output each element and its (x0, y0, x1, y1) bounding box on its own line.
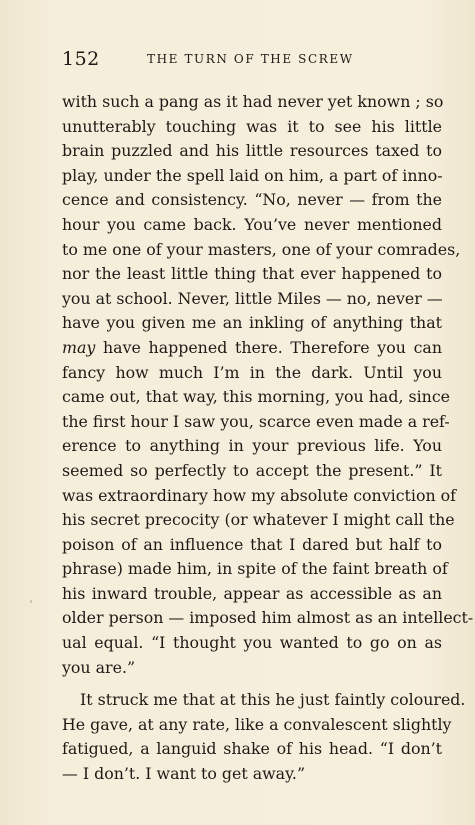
text-line: older person — imposed him almost as an intellect- (62, 608, 474, 628)
paragraph-1 (62, 90, 474, 680)
text-line: brain puzzled and his little resources taxed to (62, 141, 442, 161)
paper-spot (30, 600, 32, 603)
text-line: cence and consistency. “No, never — from the (62, 190, 442, 210)
text-line: He gave, at any rate, like a convalescent slightly (62, 714, 452, 734)
text-line: have you given me an inkling of anything that (62, 313, 442, 333)
text-line: with such a pang as it had never yet known ; so (62, 92, 444, 111)
text-line: seemed so perfectly to accept the present.” It (62, 460, 442, 480)
text-line: ual equal. “I thought you wanted to go on as (62, 633, 442, 653)
text-line: erence to anything in your previous life. You (62, 436, 442, 456)
text-line: to me one of your masters, one of your comrades, (62, 239, 461, 259)
text-line-with-italic (62, 336, 442, 361)
text-line: unutterably touching was it to see his little (62, 116, 442, 136)
italic-word: may (62, 337, 96, 357)
page-header (62, 48, 442, 72)
text-line: his inward trouble, appear as accessible as an (62, 583, 442, 603)
running-head: THE TURN OF THE SCREW (147, 52, 354, 66)
text-line: you are.” (62, 657, 136, 677)
text-line: play, under the spell laid on him, a part of inno- (62, 165, 443, 185)
text-line: the first hour I saw you, scarce even made a ref- (62, 411, 450, 431)
page-number: 152 (62, 48, 100, 70)
text-line: his secret precocity (or whatever I might call the (62, 510, 455, 530)
paragraph-2 (62, 688, 466, 786)
body-text (62, 90, 474, 787)
text-line: fatigued, a languid shake of his head. “I don’t (62, 739, 442, 759)
text-line: — I don’t. I want to get away.” (62, 764, 306, 784)
text-line: came out, that way, this morning, you had, since (62, 387, 451, 407)
text-line-rest: have happened there. Therefore you can (103, 337, 443, 357)
text-line: poison of an influence that I dared but half to (62, 534, 442, 554)
text-line: you at school. Never, little Miles — no, never — (62, 288, 443, 308)
text-line: It struck me that at this he just faintly coloured. (80, 690, 466, 710)
text-line: nor the least little thing that ever happened to (62, 264, 442, 284)
paragraph-gap (62, 680, 442, 688)
text-line: phrase) made him, in spite of the faint breath of (62, 559, 448, 579)
text-line: was extraordinary how my absolute conviction of (62, 485, 457, 505)
text-line: hour you came back. You’ve never mentioned (62, 214, 442, 234)
text-line: fancy how much I’m in the dark. Until you (62, 362, 442, 382)
